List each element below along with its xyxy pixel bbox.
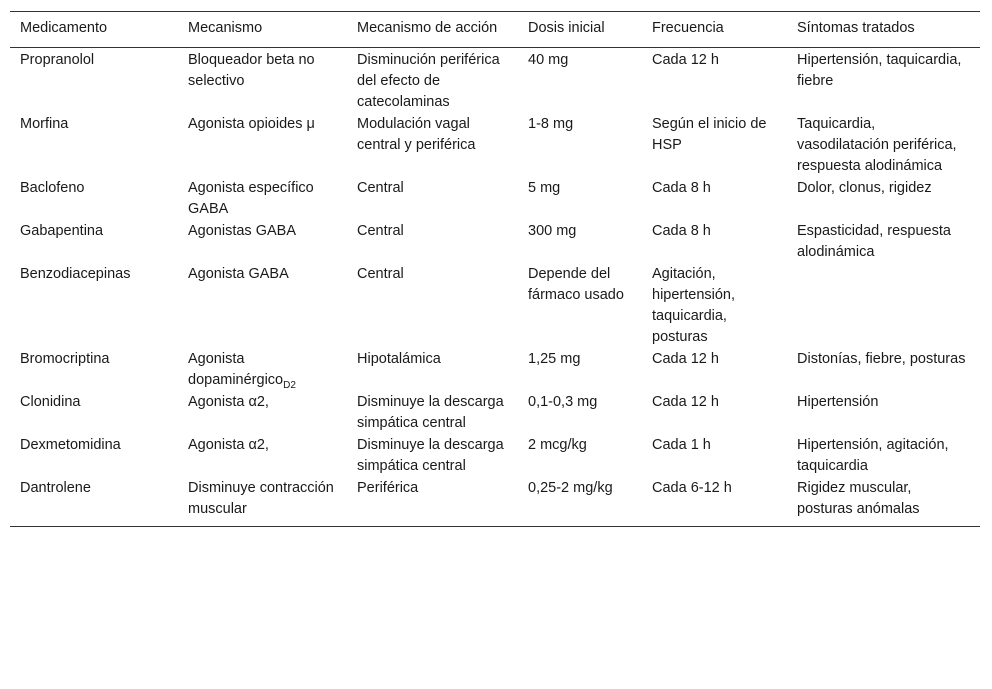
cell-action: Central <box>357 266 404 282</box>
table-row <box>10 48 980 115</box>
cell-drug: Clonidina <box>20 394 81 410</box>
drug-table-container <box>10 11 980 527</box>
cell-drug: Propranolol <box>20 52 95 68</box>
table-row <box>10 435 980 478</box>
cell-action: Central <box>357 223 404 239</box>
header-mecanismo: Mecanismo <box>188 20 263 36</box>
cell-dose: 300 mg <box>528 223 577 239</box>
cell-drug: Gabapentina <box>20 223 104 239</box>
cell-frequency: Cada 8 h <box>652 180 711 196</box>
cell-frequency: Cada 6-12 h <box>652 480 732 496</box>
cell-symptoms <box>787 264 980 349</box>
cell-drug: Benzodiacepinas <box>20 266 131 282</box>
table-header <box>10 12 980 48</box>
cell-frequency: Cada 12 h <box>652 351 719 367</box>
table-row <box>10 392 980 435</box>
cell-mechanism: Bloqueador beta no selectivo <box>188 52 319 89</box>
cell-mechanism: Agonista GABA <box>188 266 289 282</box>
cell-frequency: Cada 12 h <box>652 52 719 68</box>
header-dosis-inicial: Dosis inicial <box>528 20 605 36</box>
cell-mechanism: Agonista α2, <box>188 437 269 453</box>
cell-action: Modulación vagal central y periférica <box>357 116 476 153</box>
cell-dose: 40 mg <box>528 52 569 68</box>
cell-symptoms: Dolor, clonus, rigidez <box>797 180 932 196</box>
header-medicamento: Medicamento <box>20 20 108 36</box>
table-row <box>10 264 980 349</box>
cell-symptoms: Hipertensión, agitación, taquicardia <box>797 437 953 474</box>
header-row <box>10 12 980 48</box>
table-row <box>10 221 980 264</box>
cell-action: Disminuye la descarga simpática central <box>357 394 508 431</box>
cell-dose: 1,25 mg <box>528 351 581 367</box>
table-row <box>10 178 980 221</box>
cell-mechanism <box>178 349 347 392</box>
header-sintomas: Síntomas tratados <box>797 20 915 36</box>
cell-action: Periférica <box>357 480 419 496</box>
cell-frequency: Según el inicio de HSP <box>652 116 771 153</box>
cell-mechanism: Disminuye contracción muscular <box>188 480 338 517</box>
cell-symptoms: Taquicardia, vasodilatación periférica, respuesta alodinámica <box>797 116 961 174</box>
cell-symptoms: Hipertensión, taquicardia, fiebre <box>797 52 966 89</box>
cell-dose: 2 mcg/kg <box>528 437 587 453</box>
cell-action: Central <box>357 180 404 196</box>
cell-dose: 5 mg <box>528 180 561 196</box>
cell-action: Hipotalámica <box>357 351 441 367</box>
cell-dose: Depende del fármaco usado <box>528 266 624 303</box>
mechanism-text: Agonista dopaminérgico <box>188 351 284 388</box>
cell-frequency: Cada 1 h <box>652 437 711 453</box>
header-mecanismo-accion: Mecanismo de acción <box>357 20 498 36</box>
table-row <box>10 478 980 527</box>
cell-symptoms: Hipertensión <box>797 394 879 410</box>
cell-symptoms: Espasticidad, respuesta alodinámica <box>797 223 955 260</box>
cell-drug: Morfina <box>20 116 69 132</box>
header-frecuencia: Frecuencia <box>652 20 724 36</box>
cell-mechanism: Agonistas GABA <box>188 223 296 239</box>
cell-frequency: Cada 12 h <box>652 394 719 410</box>
cell-drug: Baclofeno <box>20 180 85 196</box>
cell-dose: 0,1-0,3 mg <box>528 394 598 410</box>
cell-mechanism: Agonista opioides μ <box>188 116 315 132</box>
mechanism-subscript: D2 <box>283 379 296 391</box>
cell-mechanism: Agonista α2, <box>188 394 269 410</box>
cell-action: Disminuye la descarga simpática central <box>357 437 508 474</box>
table-row <box>10 114 980 178</box>
cell-dose: 1-8 mg <box>528 116 574 132</box>
cell-mechanism: Agonista específico GABA <box>188 180 318 217</box>
table-row <box>10 349 980 392</box>
cell-symptoms: Rigidez muscular, posturas anómalas <box>797 480 920 517</box>
table-body <box>10 48 980 527</box>
cell-frequency: Cada 8 h <box>652 223 711 239</box>
cell-symptoms: Distonías, fiebre, posturas <box>797 351 966 367</box>
cell-frequency: Agitación, hipertensión, taquicardia, posturas <box>652 266 740 345</box>
cell-drug: Dantrolene <box>20 480 91 496</box>
cell-action: Disminución periférica del efecto de catecolaminas <box>357 52 504 110</box>
cell-drug: Dexmetomidina <box>20 437 121 453</box>
cell-drug: Bromocriptina <box>20 351 110 367</box>
cell-dose: 0,25-2 mg/kg <box>528 480 613 496</box>
drug-table <box>10 11 980 527</box>
